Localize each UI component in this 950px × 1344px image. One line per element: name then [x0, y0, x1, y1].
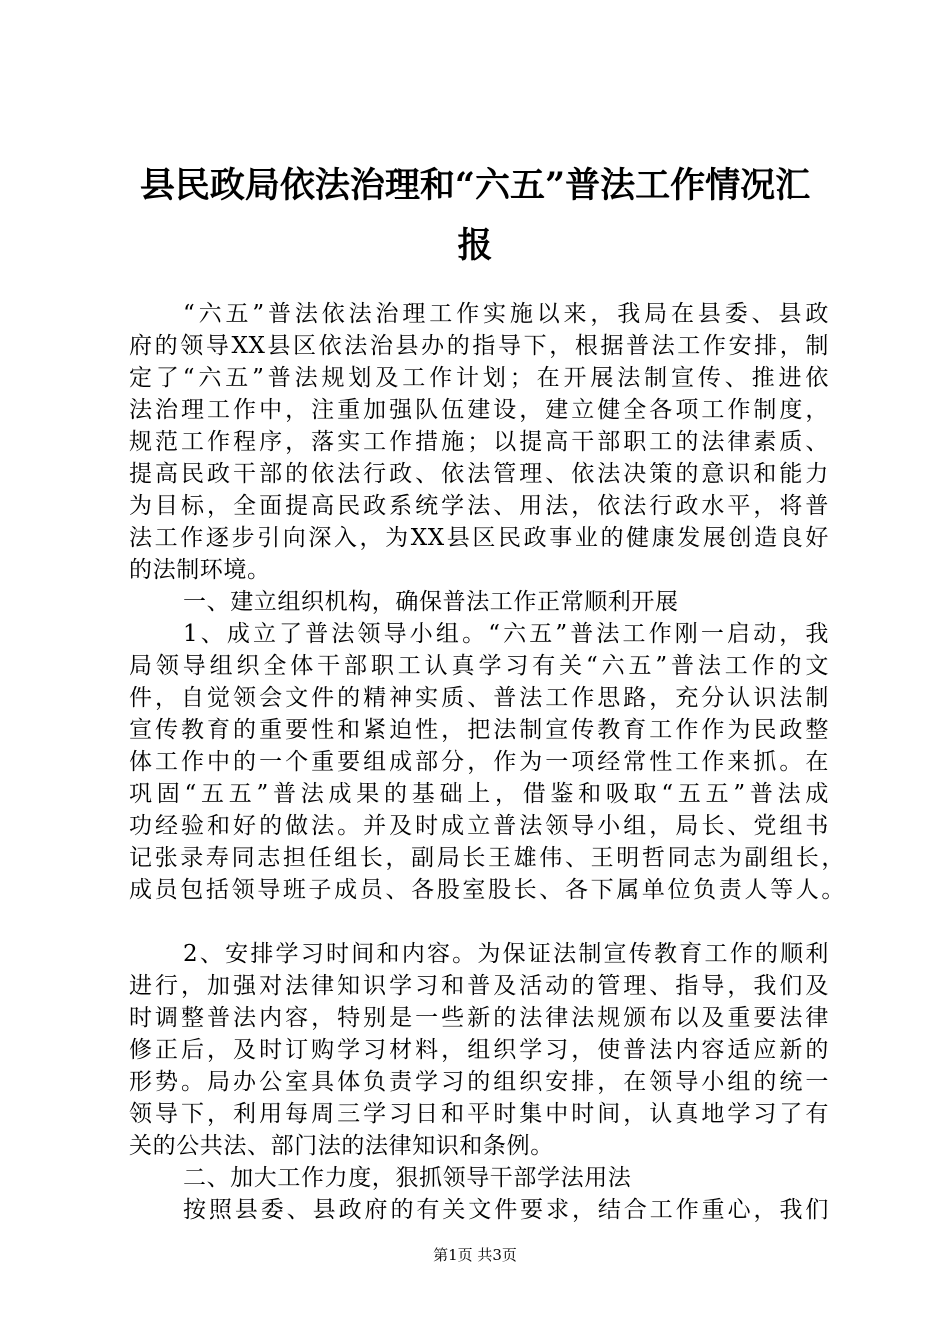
paragraph-line: 巩固“五五”普法成果的基础上，借鉴和吸取“五五”普法成: [129, 781, 829, 807]
paragraph-line: 定了“六五”普法规划及工作计划；在开展法制宣传、推进依: [129, 365, 829, 391]
paragraph-line: 时调整普法内容，特别是一些新的法律法规颁布以及重要法律: [129, 1005, 829, 1031]
paragraph-line: 法治理工作中，注重加强队伍建设，建立健全各项工作制度，: [129, 397, 829, 423]
paragraph-line: 件，自觉领会文件的精神实质、普法工作思路，充分认识法制: [129, 685, 829, 711]
section-heading-2: 二、加大工作力度，狠抓领导干部学法用法: [183, 1165, 632, 1191]
document-title-line-1: 县民政局依法治理和“六五”普法工作情况汇: [139, 165, 811, 206]
paragraph-line: “六五”普法依法治理工作实施以来，我局在县委、县政: [183, 301, 829, 327]
paragraph-line: 府的领导XX县区依法治县办的指导下，根据普法工作安排，制: [129, 333, 829, 359]
paragraph-line: 形势。局办公室具体负责学习的组织安排，在领导小组的统一: [129, 1069, 829, 1095]
section-heading-1: 一、建立组织机构，确保普法工作正常顺利开展: [183, 589, 679, 615]
paragraph-line: 宣传教育的重要性和紧迫性，把法制宣传教育工作作为民政整: [129, 717, 829, 743]
paragraph-line: 为目标，全面提高民政系统学法、用法，依法行政水平，将普: [129, 493, 829, 519]
paragraph-line: 功经验和好的做法。并及时成立普法领导小组，局长、党组书: [129, 813, 829, 839]
paragraph-line: 领导下，利用每周三学习日和平时集中时间，认真地学习了有: [129, 1101, 829, 1127]
paragraph-line: 规范工作程序，落实工作措施；以提高干部职工的法律素质、: [129, 429, 829, 455]
document-title-line-2: 报: [457, 225, 493, 266]
paragraph-line: 2、安排学习时间和内容。为保证法制宣传教育工作的顺利: [183, 941, 829, 967]
paragraph-line: 提高民政干部的依法行政、依法管理、依法决策的意识和能力: [129, 461, 829, 487]
paragraph-line: 修正后，及时订购学习材料，组织学习，使普法内容适应新的: [129, 1037, 829, 1063]
paragraph-line: 成员包括领导班子成员、各股室股长、各下属单位负责人等人。: [129, 877, 845, 903]
paragraph-line: 局领导组织全体干部职工认真学习有关“六五”普法工作的文: [129, 653, 829, 679]
paragraph-line: 记张录寿同志担任组长，副局长王雄伟、王明哲同志为副组长，: [129, 845, 845, 871]
paragraph-line: 按照县委、县政府的有关文件要求，结合工作重心，我们: [183, 1197, 829, 1223]
paragraph-line: 进行，加强对法律知识学习和普及活动的管理、指导，我们及: [129, 973, 829, 999]
paragraph-line: 法工作逐步引向深入，为XX县区民政事业的健康发展创造良好: [129, 525, 829, 551]
paragraph-line: 的法制环境。: [129, 557, 271, 583]
paragraph-line: 1、成立了普法领导小组。“六五”普法工作刚一启动，我: [183, 621, 829, 647]
paragraph-line: 关的公共法、部门法的法律知识和条例。: [129, 1133, 554, 1159]
page-footer: 第1页 共3页: [433, 1246, 517, 1264]
paragraph-line: 体工作中的一个重要组成部分，作为一项经常性工作来抓。在: [129, 749, 829, 775]
